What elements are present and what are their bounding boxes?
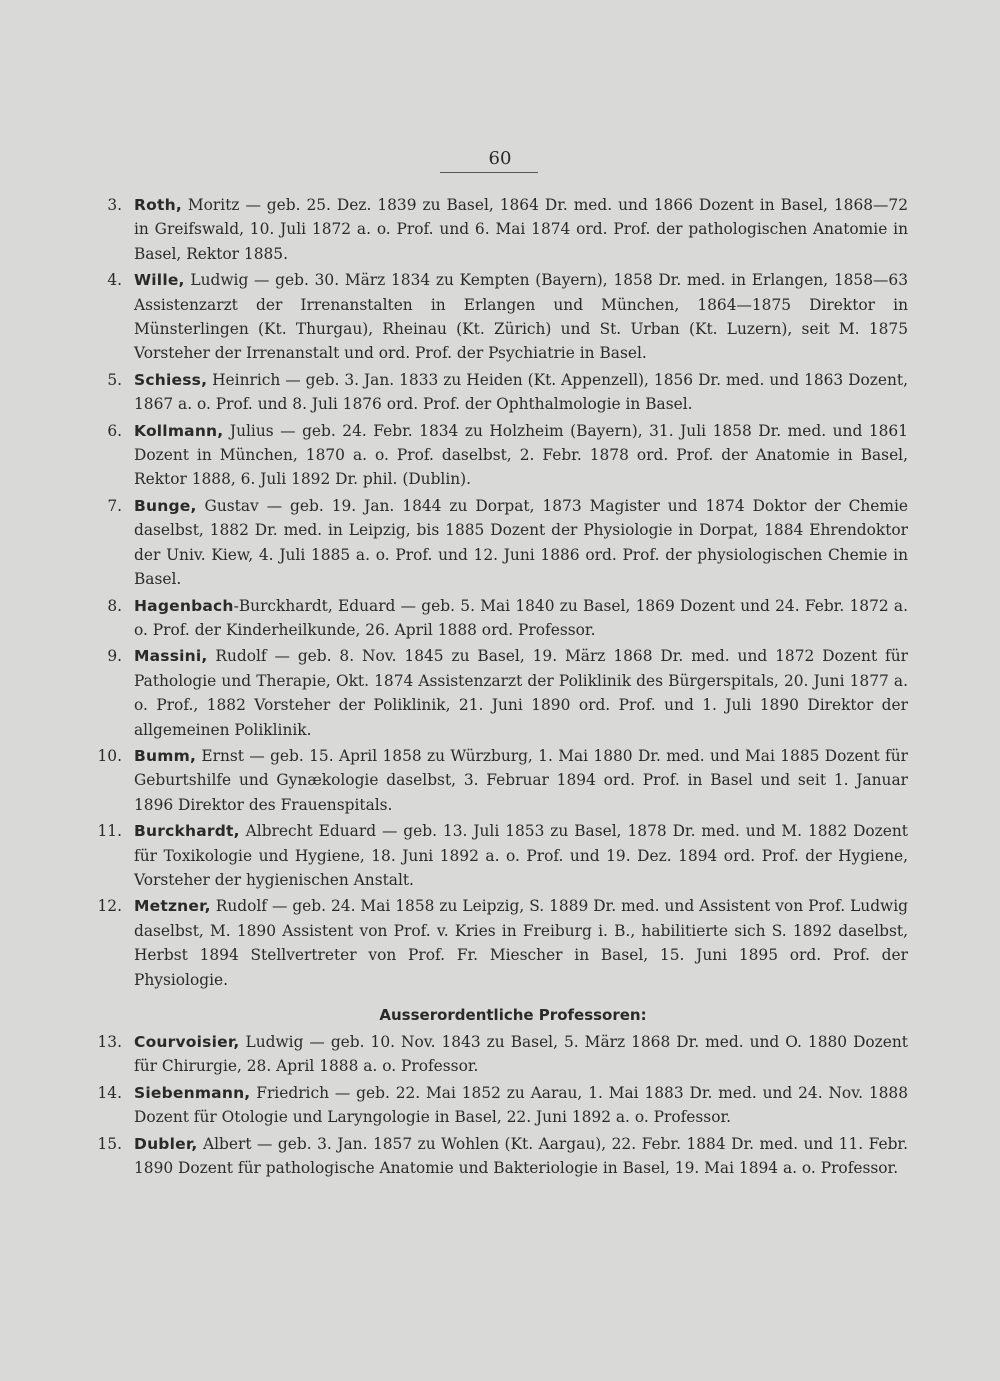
entry-text: Ernst — geb. 15. April 1858 zu Würzburg, 1. Mai 1880 Dr. med. und Mai 1885 Dozent für Geburtshilfe und Gynækologie daselbst, 3. Februar 1894 ord. Prof. in Basel und seit 1. Januar 1896 Direktor des Frauenspitals. bbox=[134, 746, 908, 814]
entry-number: 5. bbox=[107, 370, 122, 389]
entry-number: 14. bbox=[97, 1083, 122, 1102]
entry-item bbox=[78, 1132, 908, 1181]
entry-number: 12. bbox=[97, 897, 122, 916]
entry-surname: Bunge, bbox=[134, 496, 197, 515]
entry-item bbox=[78, 1030, 908, 1079]
entry-text: Albrecht Eduard — geb. 13. Juli 1853 zu Basel, 1878 Dr. med. und M. 1882 Dozent für Toxikologie und Hygiene, 18. Juni 1892 a. o. Prof. und 19. Dez. 1894 ord. Prof. der Hygiene, Vorsteher der hygienischen Anstalt. bbox=[134, 822, 908, 889]
entry-number: 4. bbox=[107, 271, 122, 290]
entry-surname: Bumm, bbox=[134, 746, 197, 765]
entry-item bbox=[78, 193, 908, 266]
entry-surname: Kollmann, bbox=[134, 421, 224, 440]
entry-item bbox=[78, 419, 908, 492]
entry-item bbox=[78, 744, 908, 817]
entry-text: Gustav — geb. 19. Jan. 1844 zu Dorpat, 1873 Magister und 1874 Doktor der Chemie daselbst, 1882 Dr. med. in Leipzig, bis 1885 Dozent der Physiologie in Dorpat, 1884 Ehrendoktor der Univ. Kiew, 4. Juli 1885 a. o. Prof. und 12. Juni 1886 ord. Prof. der physiologischen Chemie in Basel. bbox=[134, 496, 908, 589]
entry-item bbox=[78, 368, 908, 417]
entry-surname: Wille, bbox=[134, 271, 185, 290]
entry-surname: Roth, bbox=[134, 196, 182, 214]
entry-surname: Siebenmann, bbox=[134, 1083, 251, 1102]
entry-text: Albert — geb. 3. Jan. 1857 zu Wohlen (Kt. Aargau), 22. Febr. 1884 Dr. med. und 11. Febr. 1890 Dozent für pathologische Anatomie und Bakteriologie in Basel, 19. Mai 1894 a. o. Professor. bbox=[134, 1134, 908, 1178]
entry-item bbox=[78, 1081, 908, 1130]
entry-item bbox=[78, 644, 908, 742]
entry-number: 3. bbox=[107, 196, 122, 214]
page-number-rule bbox=[440, 172, 538, 173]
page-number: 60 bbox=[488, 148, 512, 169]
entry-surname: Massini, bbox=[134, 647, 208, 666]
entry-text: Ludwig — geb. 10. Nov. 1843 zu Basel, 5. März 1868 Dr. med. und O. 1880 Dozent für Chirurgie, 28. April 1888 a. o. Professor. bbox=[134, 1033, 908, 1076]
entry-item bbox=[78, 494, 908, 592]
entry-text: Rudolf — geb. 8. Nov. 1845 zu Basel, 19. März 1868 Dr. med. und 1872 Dozent für Pathologie und Therapie, Okt. 1874 Assistenzarzt der Poliklinik des Bürgerspitals, 20. Juni 1877 a. o. Prof., 1882 Vorsteher der Poliklinik, 21. Juni 1890 ord. Prof. und 1. Juli 1890 Direktor der allgemeinen Poliklinik. bbox=[134, 647, 908, 739]
entry-surname: Courvoisier, bbox=[134, 1033, 240, 1051]
entry-text: Julius — geb. 24. Febr. 1834 zu Holzheim (Bayern), 31. Juli 1858 Dr. med. und 1861 Dozent in München, 1870 a. o. Prof. daselbst, 2. Febr. 1878 ord. Prof. der Anatomie in Basel, Rektor 1888, 6. Juli 1892 Dr. phil. (Dublin). bbox=[134, 421, 908, 489]
entry-item bbox=[78, 819, 908, 892]
entry-surname: Metzner, bbox=[134, 897, 211, 916]
entry-number: 10. bbox=[97, 746, 122, 765]
entry-number: 13. bbox=[97, 1033, 122, 1051]
entry-text: Moritz — geb. 25. Dez. 1839 zu Basel, 1864 Dr. med. und 1866 Dozent in Basel, 1868—72 in Greifswald, 10. Juli 1872 a. o. Prof. und 6. Mai 1874 ord. Prof. der pathologischen Anatomie in Basel, Rektor 1885. bbox=[134, 196, 908, 263]
entry-surname: Schiess, bbox=[134, 370, 208, 389]
entry-text: -Burckhardt, Eduard — geb. 5. Mai 1840 zu Basel, 1869 Dozent und 24. Febr. 1872 a. o. Prof. der Kinderheilkunde, 26. April 1888 ord. Professor. bbox=[134, 596, 908, 639]
entry-number: 6. bbox=[107, 421, 122, 440]
entry-item bbox=[78, 594, 908, 643]
entry-text: Ludwig — geb. 30. März 1834 zu Kempten (Bayern), 1858 Dr. med. in Erlangen, 1858—63 Assistenzarzt der Irrenanstalten in Erlangen und München, 1864—1875 Direktor in Münsterlingen (Kt. Thurgau), Rheinau (Kt. Zürich) und St. Urban (Kt. Luzern), seit M. 1875 Vorsteher der Irrenanstalt und ord. Prof. der Psychiatrie in Basel. bbox=[134, 271, 908, 363]
entry-text: Friedrich — geb. 22. Mai 1852 zu Aarau, 1. Mai 1883 Dr. med. und 24. Nov. 1888 Dozent für Otologie und Laryngologie in Basel, 22. Juni 1892 a. o. Professor. bbox=[134, 1083, 908, 1127]
entry-number: 11. bbox=[97, 822, 122, 841]
entry-number: 15. bbox=[97, 1134, 122, 1153]
entry-surname: Hagenbach bbox=[134, 596, 234, 615]
entry-text: Heinrich — geb. 3. Jan. 1833 zu Heiden (Kt. Appenzell), 1856 Dr. med. und 1863 Dozent, 1867 a. o. Prof. und 8. Juli 1876 ord. Prof. der Ophthalmologie in Basel. bbox=[134, 370, 908, 414]
entry-surname: Burckhardt, bbox=[134, 822, 240, 841]
entry-list bbox=[78, 193, 908, 1182]
entry-number: 8. bbox=[107, 596, 122, 615]
entry-number: 7. bbox=[107, 496, 122, 515]
entry-number: 9. bbox=[107, 647, 122, 666]
entry-item bbox=[78, 268, 908, 366]
section-heading: Ausserordentliche Professoren: bbox=[379, 1006, 647, 1024]
entry-text: Rudolf — geb. 24. Mai 1858 zu Leipzig, S. 1889 Dr. med. und Assistent von Prof. Ludwig daselbst, M. 1890 Assistent von Prof. v. Kries in Freiburg i. B., habilitierte sich S. 1892 daselbst, Herbst 1894 Stellvertreter von Prof. Fr. Miescher in Basel, 15. Juni 1895 ord. Prof. der Physiologie. bbox=[134, 897, 908, 989]
entry-surname: Dubler, bbox=[134, 1134, 198, 1153]
entry-item bbox=[78, 894, 908, 992]
